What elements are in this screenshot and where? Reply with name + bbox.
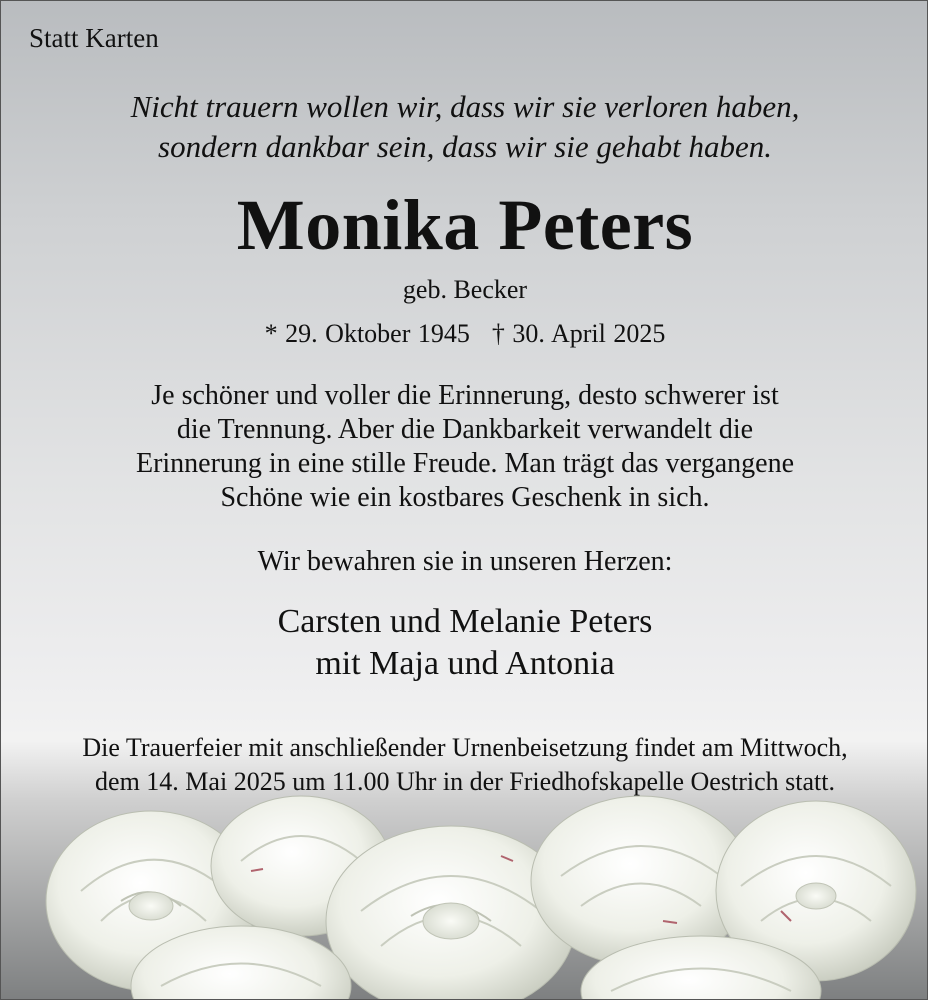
statt-karten-label: Statt Karten bbox=[29, 23, 159, 53]
mourners-intro: Wir bewahren sie in unseren Herzen: bbox=[257, 546, 673, 577]
death-date: † 30. April 2025 bbox=[491, 319, 666, 348]
opening-quote bbox=[1, 87, 928, 167]
mourners-line-1: Carsten und Melanie Peters bbox=[277, 603, 653, 640]
service-line-2: dem 14. Mai 2025 um 11.00 Uhr in der Friedhofskapelle Oestrich statt. bbox=[95, 767, 835, 796]
life-dates bbox=[1, 319, 928, 349]
service-line-1: Die Trauerfeier mit anschließender Urnenbeisetzung findet am Mittwoch, bbox=[82, 733, 848, 762]
memorial-verse bbox=[1, 379, 928, 515]
mourners-names bbox=[1, 601, 928, 685]
quote-line-1: Nicht trauern wollen wir, dass wir sie verloren haben, bbox=[130, 89, 800, 124]
quote-line-2: sondern dankbar sein, dass wir sie gehabt haben. bbox=[158, 129, 772, 164]
birth-date: * 29. Oktober 1945 bbox=[264, 319, 470, 348]
birth-name: geb. Becker bbox=[402, 275, 528, 304]
verse-line: Erinnerung in eine stille Freude. Man trägt das vergangene bbox=[135, 448, 795, 479]
verse-line: Je schöner und voller die Erinnerung, desto schwerer ist bbox=[151, 380, 779, 411]
funeral-service-info bbox=[1, 731, 928, 799]
deceased-name: Monika Peters bbox=[236, 185, 694, 265]
verse-line: Schöne wie ein kostbares Geschenk in sich. bbox=[220, 482, 710, 513]
white-roses-image bbox=[1, 771, 928, 1000]
verse-line: die Trennung. Aber die Dankbarkeit verwandelt die bbox=[176, 414, 754, 445]
mourners-line-2: mit Maja und Antonia bbox=[315, 645, 615, 682]
